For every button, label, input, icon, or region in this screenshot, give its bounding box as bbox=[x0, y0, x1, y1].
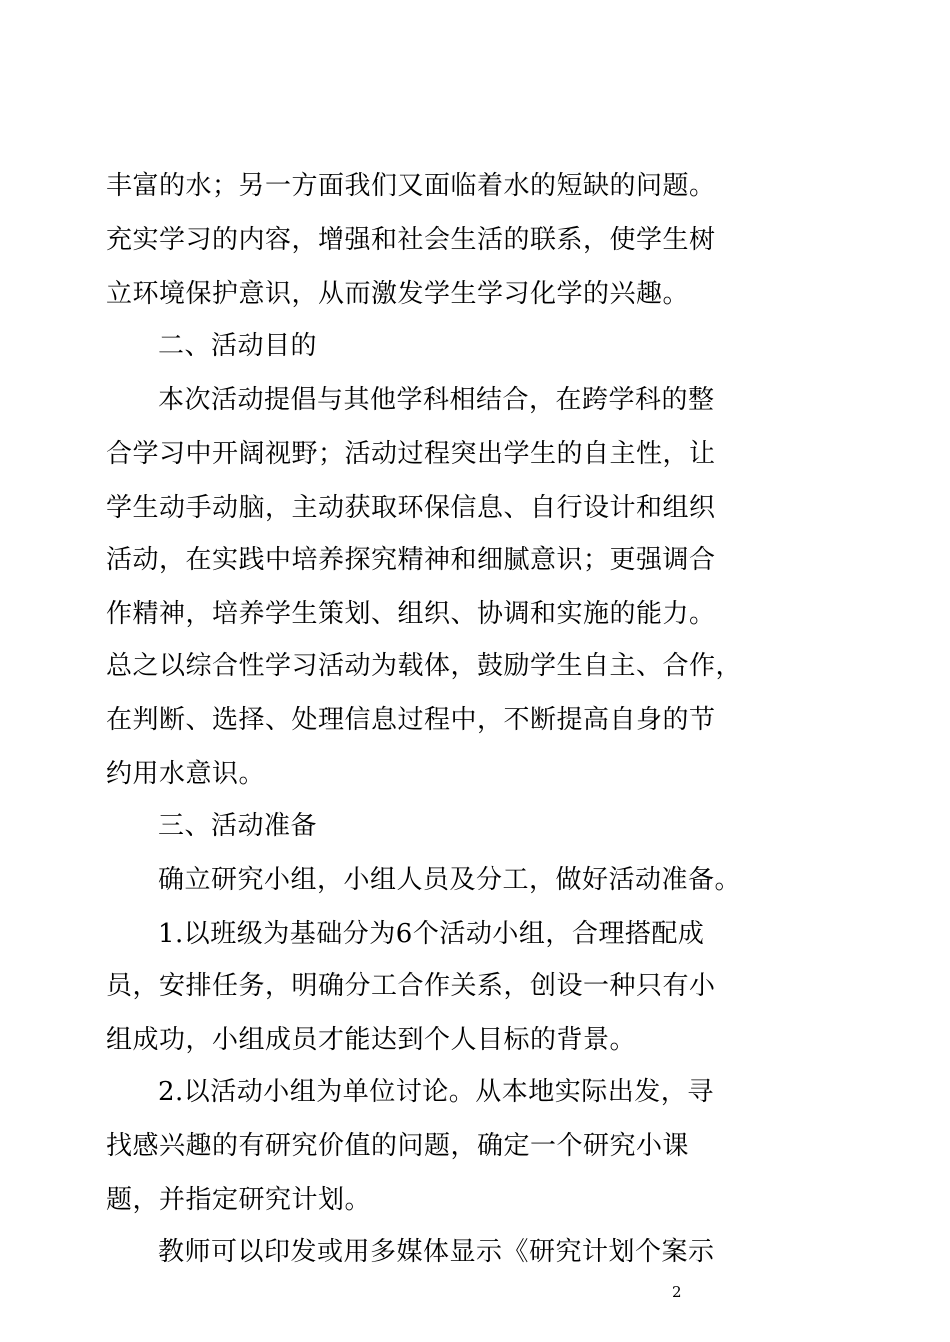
paragraph-line: 本次活动提倡与其他学科相结合，在跨学科的整 bbox=[158, 385, 715, 415]
paragraph-line: 立环境保护意识，从而激发学生学习化学的兴趣。 bbox=[106, 279, 690, 309]
paragraph-line: 学生动手动脑，主动获取环保信息、自行设计和组织 bbox=[106, 493, 716, 523]
paragraph-line: 教师可以印发或用多媒体显示《研究计划个案示 bbox=[158, 1237, 715, 1267]
paragraph-line: 约用水意识。 bbox=[106, 759, 266, 789]
paragraph-line: 2.以活动小组为单位讨论。从本地实际出发，寻 bbox=[158, 1077, 714, 1107]
page-number: 2 bbox=[672, 1283, 682, 1301]
paragraph-line: 题，并指定研究计划。 bbox=[106, 1185, 372, 1215]
paragraph-line: 找感兴趣的有研究价值的问题，确定一个研究小课 bbox=[106, 1131, 690, 1161]
section-heading: 三、活动准备 bbox=[158, 811, 318, 841]
paragraph-line: 总之以综合性学习活动为载体，鼓励学生自主、合作， bbox=[106, 651, 743, 681]
paragraph-line: 组成功，小组成员才能达到个人目标的背景。 bbox=[106, 1025, 637, 1055]
paragraph-line: 合学习中开阔视野；活动过程突出学生的自主性，让 bbox=[106, 439, 716, 469]
paragraph-line: 活动，在实践中培养探究精神和细腻意识；更强调合 bbox=[106, 545, 716, 575]
paragraph-line: 员，安排任务，明确分工合作关系，创设一种只有小 bbox=[106, 971, 716, 1001]
paragraph-line: 确立研究小组，小组人员及分工，做好活动准备。 bbox=[158, 865, 742, 895]
paragraph-line: 丰富的水；另一方面我们又面临着水的短缺的问题。 bbox=[106, 171, 716, 201]
paragraph-line: 在判断、选择、处理信息过程中，不断提高自身的节 bbox=[106, 705, 716, 735]
paragraph-line: 充实学习的内容，增强和社会生活的联系，使学生树 bbox=[106, 225, 716, 255]
paragraph-line: 1.以班级为基础分为6个活动小组，合理搭配成 bbox=[158, 919, 705, 949]
section-heading: 二、活动目的 bbox=[158, 331, 318, 361]
paragraph-line: 作精神，培养学生策划、组织、协调和实施的能力。 bbox=[106, 599, 716, 629]
